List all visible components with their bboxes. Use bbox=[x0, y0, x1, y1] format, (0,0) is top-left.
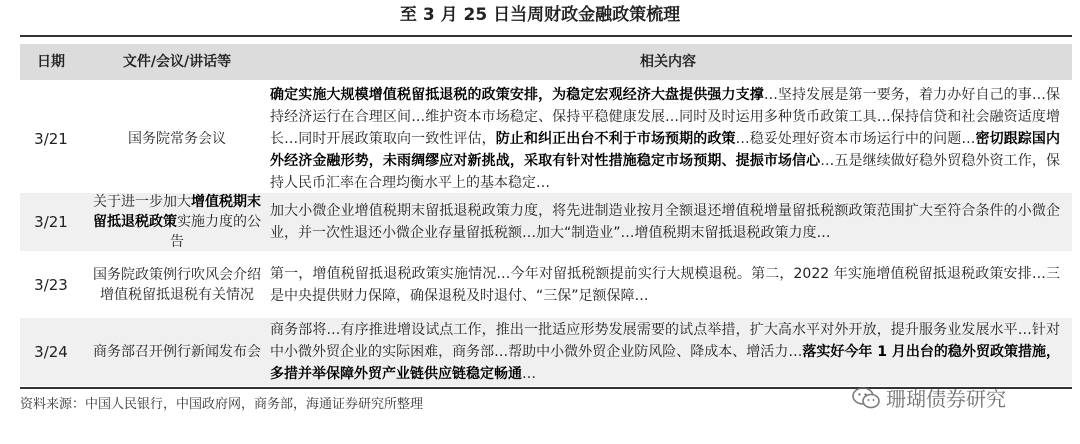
source-note: 资料来源：中国人民银行，中国政府网，商务部，海通证券研究所整理 bbox=[20, 397, 424, 412]
row-doc: 国务院常务会议 bbox=[128, 131, 226, 147]
row-doc bbox=[82, 193, 272, 251]
row-date: 3/24 bbox=[34, 343, 68, 361]
table-row bbox=[20, 193, 1072, 251]
row-date: 3/23 bbox=[34, 276, 68, 294]
row-content bbox=[270, 85, 1066, 193]
table-row bbox=[20, 85, 1072, 193]
body-text: 商务部将…有序推进增设试点工作，推出一批适应形势发展需要的试点举措，扩大高水平对外开放，提升服务业发展水平…针对中小微外贸企业的实际困难，商务部…帮助中小微外贸企业防风险、降成本、增活力… bbox=[270, 322, 1060, 360]
body-text: …坚持发展是第一要务，着力办好自己的事…保持经济运行在合理区间…维护资本市场稳定、保持平稳健康发展…同时及时运用多种货币政策工具…保持信贷和社会融资适度增长…同时开展政策取向一致性评估， bbox=[270, 87, 1061, 147]
row-date: 3/21 bbox=[34, 213, 68, 231]
table-row bbox=[20, 318, 1072, 386]
wechat-icon bbox=[852, 387, 880, 409]
body-text: …稳妥处理好资本市场运行中的问题… bbox=[735, 131, 976, 147]
table-row bbox=[20, 255, 1072, 315]
emphasis-text: 增值税期末留抵退税政策 bbox=[93, 194, 261, 230]
emphasis-text: 落实好今年 1 月出台的稳外贸政策措施，多措并举保障外贸产业链供应链稳定畅通 bbox=[270, 344, 1060, 382]
table-title: 至 3 月 25 日当周财政金融政策梳理 bbox=[399, 5, 681, 25]
top-rule bbox=[20, 35, 1072, 37]
row-content bbox=[270, 318, 1066, 386]
body-text: 第一，增值税留抵退税政策实施情况…今年对留抵税额提前实行大规模退税。第二，2022 年实施增值税留抵退税政策安排…三是中央提供财力保障，确保退税及时退付、“三保”足额保障… bbox=[270, 266, 1060, 304]
emphasis-text: 密切跟踪国内外经济金融形势，未雨绸缪应对新挑战，采取有针对性措施稳定市场预期、提振市场信心 bbox=[270, 131, 1061, 169]
row-doc: 国务院政策例行吹风会介绍增值税留抵退税有关情况 bbox=[93, 267, 261, 303]
header-date: 日期 bbox=[37, 54, 65, 70]
body-text: …五是继续做好稳外贸稳外资工作，保持人民币汇率在合理均衡水平上的基本稳定… bbox=[270, 153, 1061, 191]
body-text: 实施力度的公告 bbox=[170, 214, 261, 250]
table-header bbox=[20, 44, 1072, 80]
emphasis-text: 防止和纠正出台不利于市场预期的政策 bbox=[495, 131, 736, 147]
body-text: … bbox=[522, 366, 536, 382]
header-content: 相关内容 bbox=[640, 54, 696, 70]
row-date: 3/21 bbox=[34, 130, 68, 148]
watermark-text: 珊瑚债券研究 bbox=[886, 387, 1006, 411]
row-doc: 商务部召开例行新闻发布会 bbox=[93, 344, 261, 360]
emphasis-text: 确定实施大规模增值税留抵退税的政策安排，为稳定宏观经济大盘提供强力支撑 bbox=[270, 87, 764, 103]
row-content bbox=[270, 193, 1066, 251]
header-doc: 文件/会议/讲话等 bbox=[122, 54, 232, 70]
body-text: 加大小微企业增值税期末留抵退税政策力度，将先进制造业按月全额退还增值税增量留抵税额政策范围扩大至符合条件的小微企业，并一次性退还小微企业存量留抵税额…加大“制造业”…增值税期末留抵退税政策力度… bbox=[270, 203, 1060, 241]
row-content bbox=[270, 255, 1066, 315]
watermark bbox=[852, 383, 1006, 412]
body-text: 关于进一步加大 bbox=[93, 194, 191, 210]
